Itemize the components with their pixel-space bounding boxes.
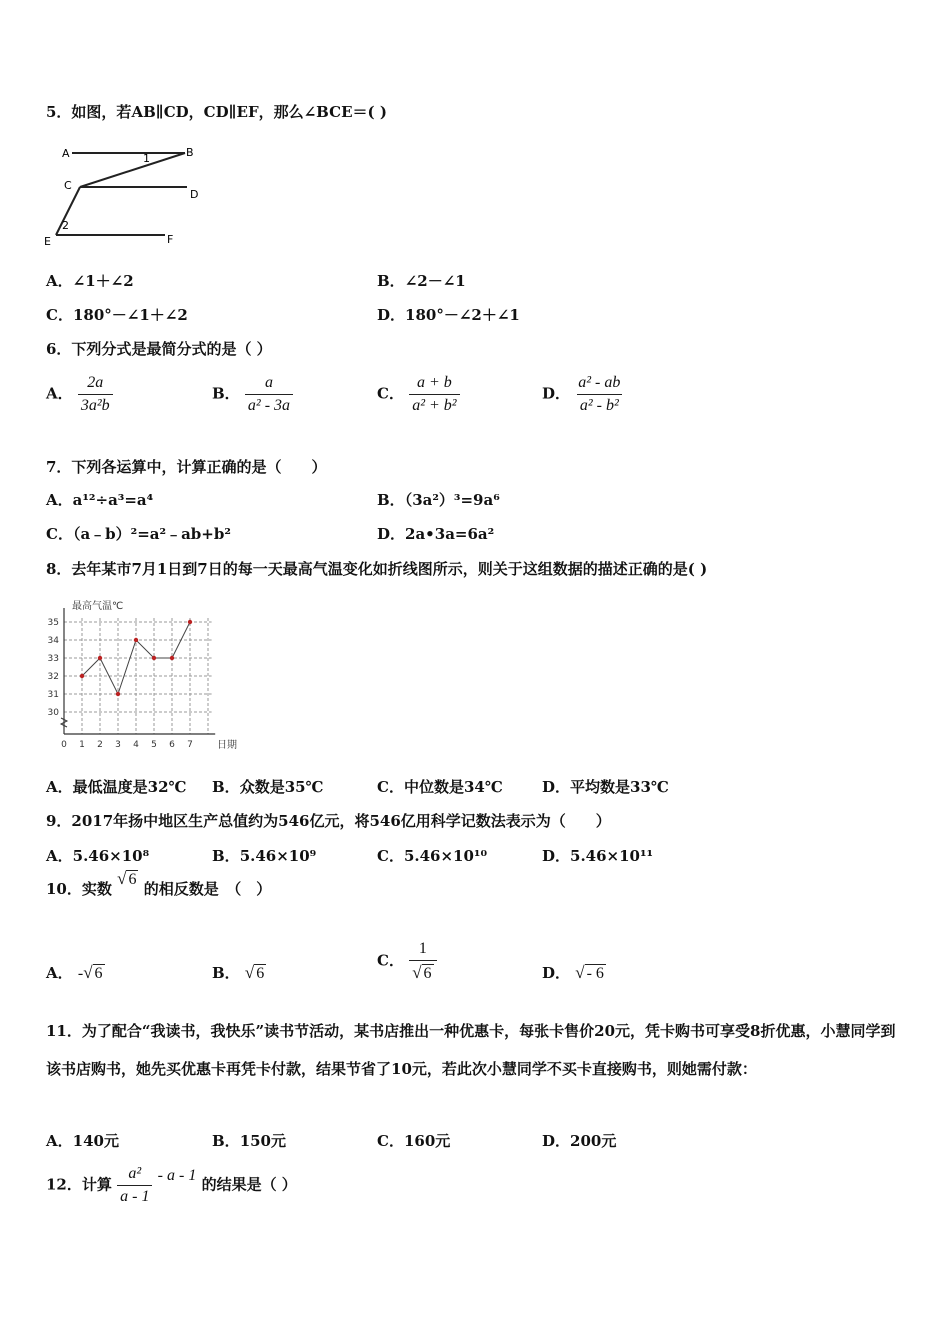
fraction: $\frac{\text{a² - ab}}{\text{a² - b²}}$ — [578, 374, 621, 414]
x-tick-label: 2 — [97, 740, 103, 750]
q10-option-b[interactable]: B． √ 6 — [212, 963, 265, 982]
x-tick-label: 6 — [169, 740, 175, 750]
fig-label-a: A — [62, 147, 70, 160]
q11-option-d[interactable]: D．200元 — [542, 1132, 617, 1150]
q8-option-b[interactable]: B．众数是35℃ — [212, 778, 324, 796]
q5-figure — [40, 140, 210, 252]
x-tick-label: 3 — [115, 740, 121, 750]
q9-option-c[interactable]: C．5.46×10¹⁰ — [377, 847, 488, 865]
q9-option-d[interactable]: D．5.46×10¹¹ — [542, 847, 654, 865]
q9-stem: 9．2017年扬中地区生产总值约为546亿元，将546亿用科学记数法表示为（ ） — [46, 812, 611, 830]
x-tick-label: 5 — [151, 740, 157, 750]
q11-option-b[interactable]: B．150元 — [212, 1132, 286, 1150]
fraction: $\frac{\text{a²}}{a - 1}$ — [117, 1165, 152, 1206]
y-tick-label: 31 — [47, 690, 59, 700]
fig-label-d: D — [190, 188, 199, 201]
q6-stem: 6．下列分式是最简分式的是（ ） — [46, 340, 272, 358]
q5-option-a[interactable]: A．∠1＋∠2 — [46, 272, 134, 290]
y-tick-label: 30 — [47, 708, 59, 718]
q6-option-d[interactable]: D． $\frac{\text{a² - ab}}{\text{a² - b²}}$ — [542, 374, 623, 415]
q10-stem: 10．实数 √ 6 的相反数是 （ ） — [46, 869, 272, 898]
q10-option-c[interactable]: C． $\frac{1}{√ 6}$ — [377, 940, 437, 983]
y-axis-label: 最高气温℃ — [72, 601, 124, 612]
q7-stem: 7．下列各运算中，计算正确的是（ ） — [46, 458, 327, 476]
y-tick-label: 32 — [47, 672, 59, 682]
data-point — [134, 638, 138, 642]
temperature-line-chart — [42, 594, 242, 756]
fraction: $\frac{a}{\text{a² - 3a}}$ — [245, 374, 293, 415]
q11-option-c[interactable]: C．160元 — [377, 1132, 451, 1150]
q5-option-c[interactable]: C．180°－∠1＋∠2 — [46, 306, 188, 324]
q6-option-b[interactable]: B． $\frac{a}{\text{a² - 3a}}$ — [212, 374, 293, 415]
sqrt-expression: √ 6 — [117, 869, 137, 888]
q5-option-d[interactable]: D．180°－∠2＋∠1 — [377, 306, 520, 324]
fig-label-2: 2 — [62, 219, 69, 232]
axis-break — [61, 718, 67, 727]
q10-option-d[interactable]: D． √ - 6 — [542, 963, 604, 982]
q7-option-d[interactable]: D．2a•3a=6a² — [377, 525, 495, 543]
data-point — [188, 620, 192, 624]
x-tick-label: 1 — [79, 740, 85, 750]
data-point — [152, 656, 156, 660]
x-axis-label: 日期 — [217, 740, 237, 751]
q5-stem: 5．如图，若AB∥CD，CD∥EF，那么∠BCE＝( ) — [46, 103, 387, 121]
fraction: $\frac{2a}{\text{3a²b}}$ — [78, 374, 113, 415]
y-tick-label: 35 — [47, 618, 59, 628]
x-tick-label: 4 — [133, 740, 139, 750]
x-tick-label: 7 — [187, 740, 193, 750]
y-tick-label: 33 — [47, 654, 59, 664]
q8-option-c[interactable]: C．中位数是34℃ — [377, 778, 503, 796]
fig-label-c: C — [64, 179, 72, 192]
q11-option-a[interactable]: A．140元 — [46, 1132, 119, 1150]
fig-label-e: E — [44, 235, 51, 248]
q11-stem: 11．为了配合“我读书，我快乐”读书节活动，某书店推出一种优惠卡，每张卡售价20元，凭卡购书可享受8折优惠，小慧同学到该书店购书，她先买优惠卡再凭卡付款，结果节省了10元，若此次小慧同学不买卡直接购书，则她需付款： — [46, 1022, 896, 1078]
fraction: $\frac{a + b}{\text{a² + b²}}$ — [409, 374, 459, 415]
q9-option-a[interactable]: A．5.46×10⁸ — [46, 847, 150, 865]
data-point — [98, 656, 102, 660]
y-tick-label: 34 — [47, 636, 59, 646]
data-point — [170, 656, 174, 660]
q6-option-c[interactable]: C． $\frac{a + b}{\text{a² + b²}}$ — [377, 374, 460, 415]
fig-label-1: 1 — [143, 152, 150, 165]
q6-option-a[interactable]: A． $\frac{2a}{\text{3a²b}}$ — [46, 374, 113, 415]
data-point — [116, 692, 120, 696]
q7-option-a[interactable]: A．a¹²÷a³=a⁴ — [46, 491, 154, 509]
q7-option-b[interactable]: B．（3a²）³=9a⁶ — [377, 491, 500, 509]
q9-option-b[interactable]: B．5.46×10⁹ — [212, 847, 317, 865]
q8-option-a[interactable]: A．最低温度是32℃ — [46, 778, 187, 796]
q12-stem: 12．计算 $\frac{\text{a²}}{a - 1}$ - a - 1 的结果是（ ） — [46, 1165, 297, 1205]
fig-label-b: B — [186, 146, 194, 159]
q8-stem: 8．去年某市7月1日到7日的每一天最高气温变化如折线图所示，则关于这组数据的描述正确的是( ) — [46, 560, 708, 578]
q10-option-a[interactable]: A． -√ 6 — [46, 963, 103, 982]
data-point — [80, 674, 84, 678]
fraction: $\frac{1}{√ 6}$ — [409, 940, 436, 983]
q5-option-b[interactable]: B．∠2－∠1 — [377, 272, 466, 290]
x-tick-label: 0 — [61, 740, 67, 750]
q7-option-c[interactable]: C．（a﹣b）²=a²﹣ab+b² — [46, 525, 231, 543]
q8-option-d[interactable]: D．平均数是33℃ — [542, 778, 669, 796]
fig-label-f: F — [167, 233, 174, 246]
